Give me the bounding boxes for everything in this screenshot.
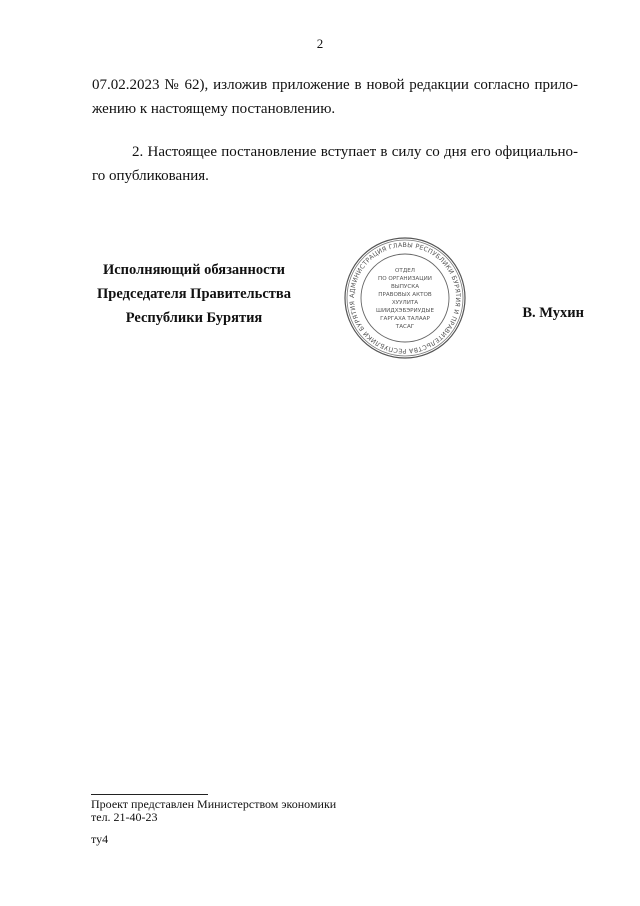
seal-inner-line: ВЫПУСКА: [390, 284, 420, 290]
footer-phone: тел. 21-40-23: [91, 810, 158, 824]
paragraph-2-line-1: 2. Настоящее постановление вступает в силу со дня его официально-: [132, 144, 578, 160]
seal-inner-line: ОТДЕЛ: [395, 268, 415, 274]
footer-code: ту4: [91, 832, 109, 846]
seal-inner-line: ГАРГАХА ТАЛААР: [380, 316, 430, 322]
signatory-title: [90, 258, 298, 330]
seal-inner-line: ПРАВОВЫХ АКТОВ: [378, 292, 432, 298]
footer-project-note: Проект представлен Министерством экономики: [91, 797, 337, 811]
signatory-title-line-1: Исполняющий обязанности: [102, 262, 286, 278]
seal-inner-line: ПО ОРГАНИЗАЦИИ: [378, 276, 432, 282]
footnote-divider: [91, 794, 208, 795]
seal-inner-line: ХУУЛИТА: [391, 300, 419, 306]
page-number: 2: [316, 36, 324, 51]
paragraph-1: [92, 73, 578, 121]
official-seal-stamp: [343, 236, 467, 360]
paragraph-1-line-1: 07.02.2023 № 62), изложив приложение в новой редакции согласно прило-: [92, 77, 578, 93]
paragraph-2: [92, 140, 578, 188]
paragraph-2-line-2: го опубликования.: [92, 168, 209, 184]
paragraph-1-line-2: жению к настоящему постановлению.: [92, 101, 336, 117]
seal-inner-line: ШИИДХЭБЭРИУДЫЕ: [375, 308, 435, 314]
signatory-title-line-2: Председателя Правительства: [97, 286, 291, 302]
seal-inner-line: ТАСАГ: [395, 324, 415, 330]
seal-graphic: [343, 236, 467, 360]
svg-text:АДМИНИСТРАЦИЯ ГЛАВЫ РЕСПУБЛИКИ: АДМИНИСТРАЦИЯ ГЛАВЫ РЕСПУБЛИКИ БУРЯТИЯ И ПРАВИТЕЛЬСТВА РЕСПУБЛИКИ БУРЯТИЯ: [348, 241, 462, 355]
signatory-name: В. Мухин: [522, 305, 584, 321]
signatory-title-line-3: Республики Бурятия: [125, 310, 263, 326]
